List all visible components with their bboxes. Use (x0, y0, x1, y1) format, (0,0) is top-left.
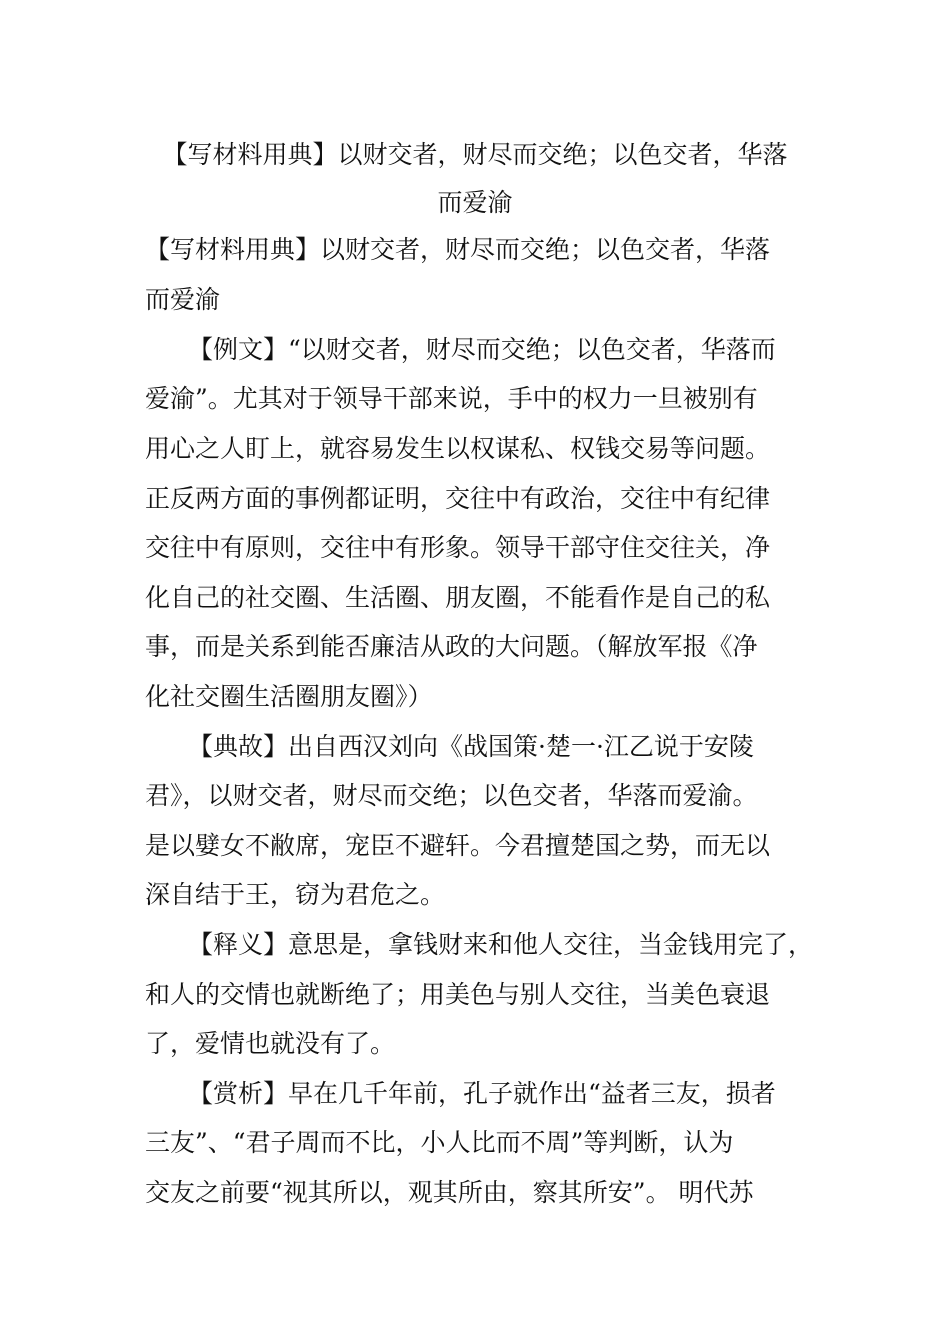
meaning-text-line: 【释义】意思是，拿钱财来和他人交往，当金钱用完了， (188, 930, 814, 959)
allusion-text-line: 深自结于王，窃为君危之。 (145, 880, 446, 909)
appreciation-text-line: 交友之前要“视其所以，观其所由，察其所安”。 明代苏 (145, 1178, 754, 1207)
heading-line-1: 【写材料用典】以财交者，财尽而交绝；以色交者，华落 (145, 235, 771, 264)
allusion-text-line: 【典故】出自西汉刘向《战国策·楚一·江乙说于安陵 (188, 732, 754, 761)
example-text-line: 交往中有原则，交往中有形象。领导干部守住交往关，净 (145, 533, 771, 562)
example-text-line: 事，而是关系到能否廉洁从政的大问题。（解放军报《净 (145, 632, 758, 661)
allusion-text-line: 君》，以财交者，财尽而交绝；以色交者，华落而爱渝。 (145, 781, 758, 810)
example-text-line: 化社交圈生活圈朋友圈》） (145, 682, 433, 711)
example-text-line: 化自己的社交圈、生活圈、朋友圈，不能看作是自己的私 (145, 583, 771, 612)
appreciation-text-line: 【赏析】早在几千年前，孔子就作出“益者三友，损者 (188, 1079, 776, 1108)
allusion-text-line: 是以嬖女不敝席，宠臣不避轩。今君擅楚国之势，而无以 (145, 831, 771, 860)
appreciation-text-line: 三友”、“君子周而不比，小人比而不周”等判断，认为 (145, 1128, 734, 1157)
title-line-1: 【写材料用典】以财交者，财尽而交绝；以色交者，华落 (162, 140, 788, 169)
title-line-2: 而爱渝 (437, 188, 513, 217)
meaning-text-line: 和人的交情也就断绝了；用美色与别人交往，当美色衰退 (145, 980, 771, 1009)
document-title (145, 131, 805, 227)
example-text-line: 【例文】“以财交者，财尽而交绝；以色交者，华落而 (188, 335, 776, 364)
example-text-line: 爱渝”。尤其对于领导干部来说，手中的权力一旦被别有 (145, 384, 758, 413)
example-text-line: 用心之人盯上，就容易发生以权谋私、权钱交易等问题。 (145, 434, 771, 463)
meaning-text-line: 了，爱情也就没有了。 (145, 1029, 396, 1058)
example-text-line: 正反两方面的事例都证明，交往中有政治，交往中有纪律 (145, 484, 771, 513)
heading-line-2: 而爱渝 (145, 285, 221, 314)
